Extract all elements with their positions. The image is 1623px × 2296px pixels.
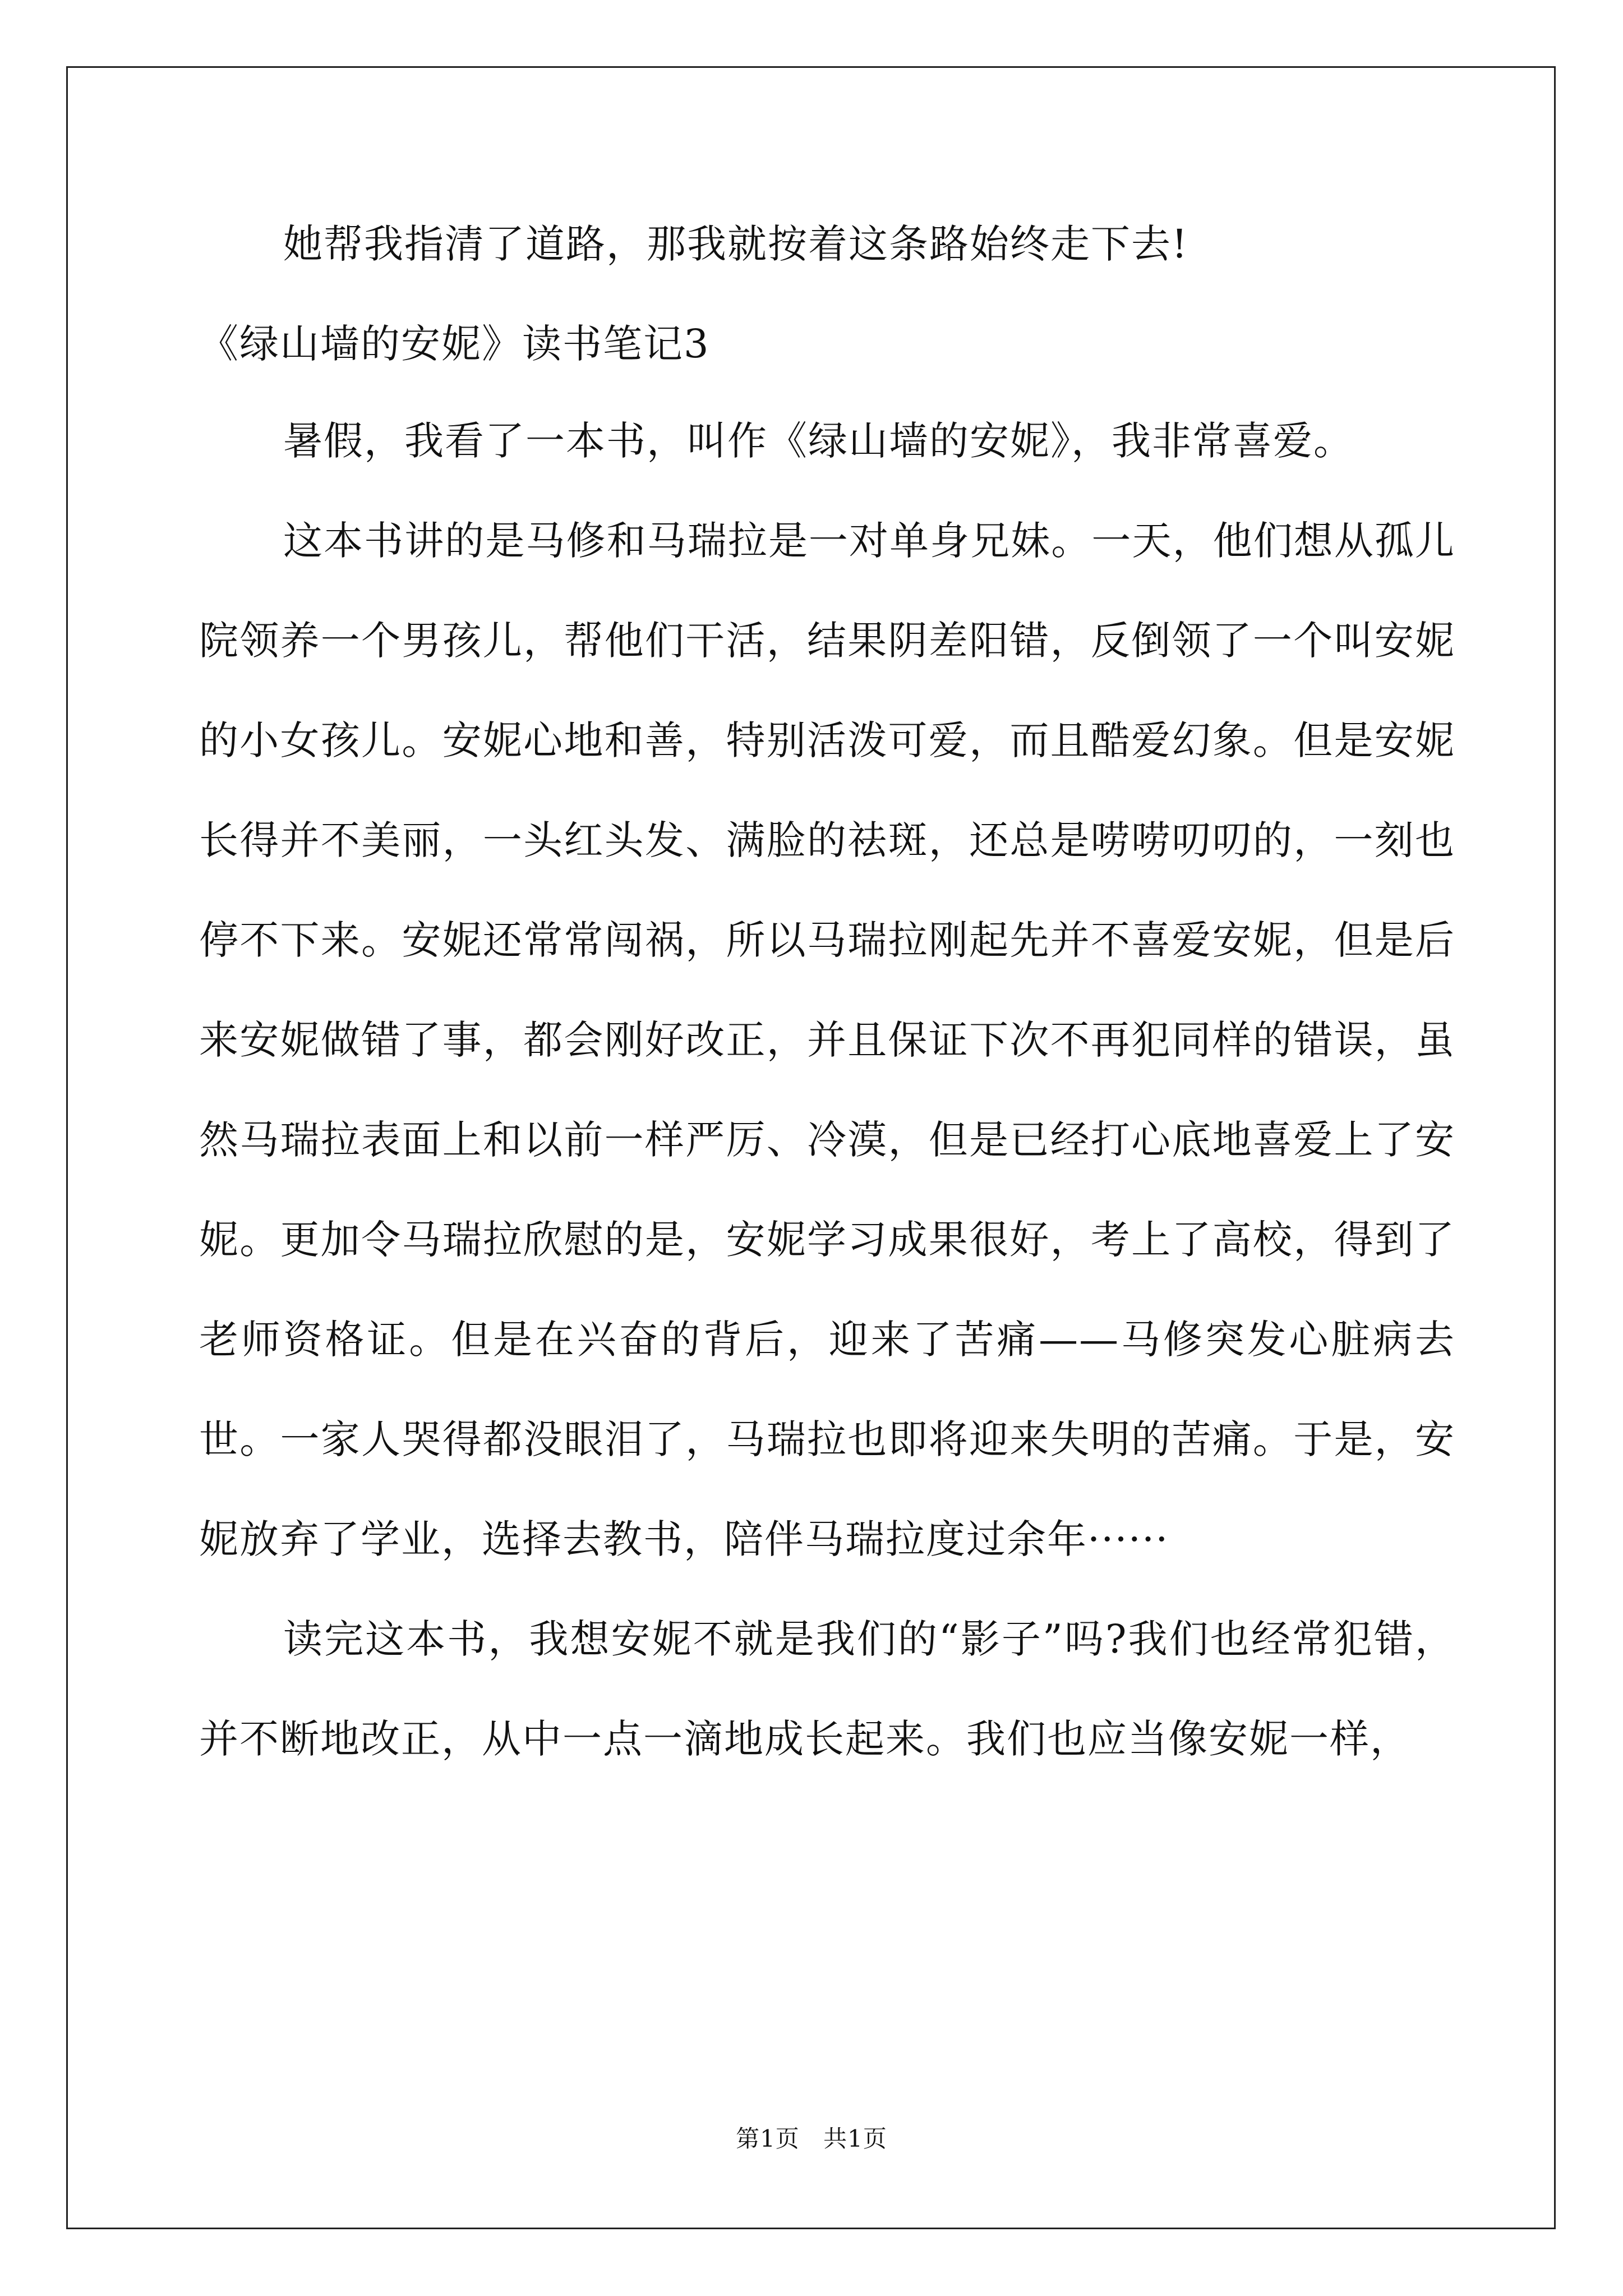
- paragraph: 这本书讲的是马修和马瑞拉是一对单身兄妹。一天，他们想从孤儿院领养一个男孩儿，帮他们干活，结果阴差阳错，反倒领了一个叫安妮的小女孩儿。安妮心地和善，特别活泼可爱，而且酷爱幻象。但是安妮长得并不美丽，一头红头发、满脸的祛斑，还总是唠唠叨叨的，一刻也停不下来。安妮还常常闯祸，所以马瑞拉刚起先并不喜爱安妮，但是后来安妮做错了事，都会刚好改正，并且保证下次不再犯同样的错误，虽然马瑞拉表面上和以前一样严厉、冷漠，但是已经打心底地喜爱上了安妮。更加令马瑞拉欣慰的是，安妮学习成果很好，考上了高校，得到了老师资格证。但是在兴奋的背后，迎来了苦痛——马修突发心脏病去世。一家人哭得都没眼泪了，马瑞拉也即将迎来失明的苦痛。于是，安妮放弃了学业，选择去教书，陪伴马瑞拉度过余年······: [199, 518, 1455, 1562]
- paragraph: 读完这本书，我想安妮不就是我们的“影子”吗?我们也经常犯错，并不断地改正，从中一点一滴地成长起来。我们也应当像安妮一样，: [199, 1616, 1455, 1762]
- page-number: 第1页: [736, 2125, 800, 2152]
- document-body: [199, 216, 1455, 1789]
- page-footer: [0, 2120, 1623, 2154]
- intro-line: 她帮我指清了道路，那我就按着这条路始终走下去!: [283, 221, 1189, 267]
- page-total: 共1页: [823, 2125, 887, 2152]
- section-heading: 《绿山墙的安妮》读书笔记3: [199, 321, 710, 367]
- paragraph: 暑假，我看了一本书，叫作《绿山墙的安妮》，我非常喜爱。: [283, 418, 1354, 464]
